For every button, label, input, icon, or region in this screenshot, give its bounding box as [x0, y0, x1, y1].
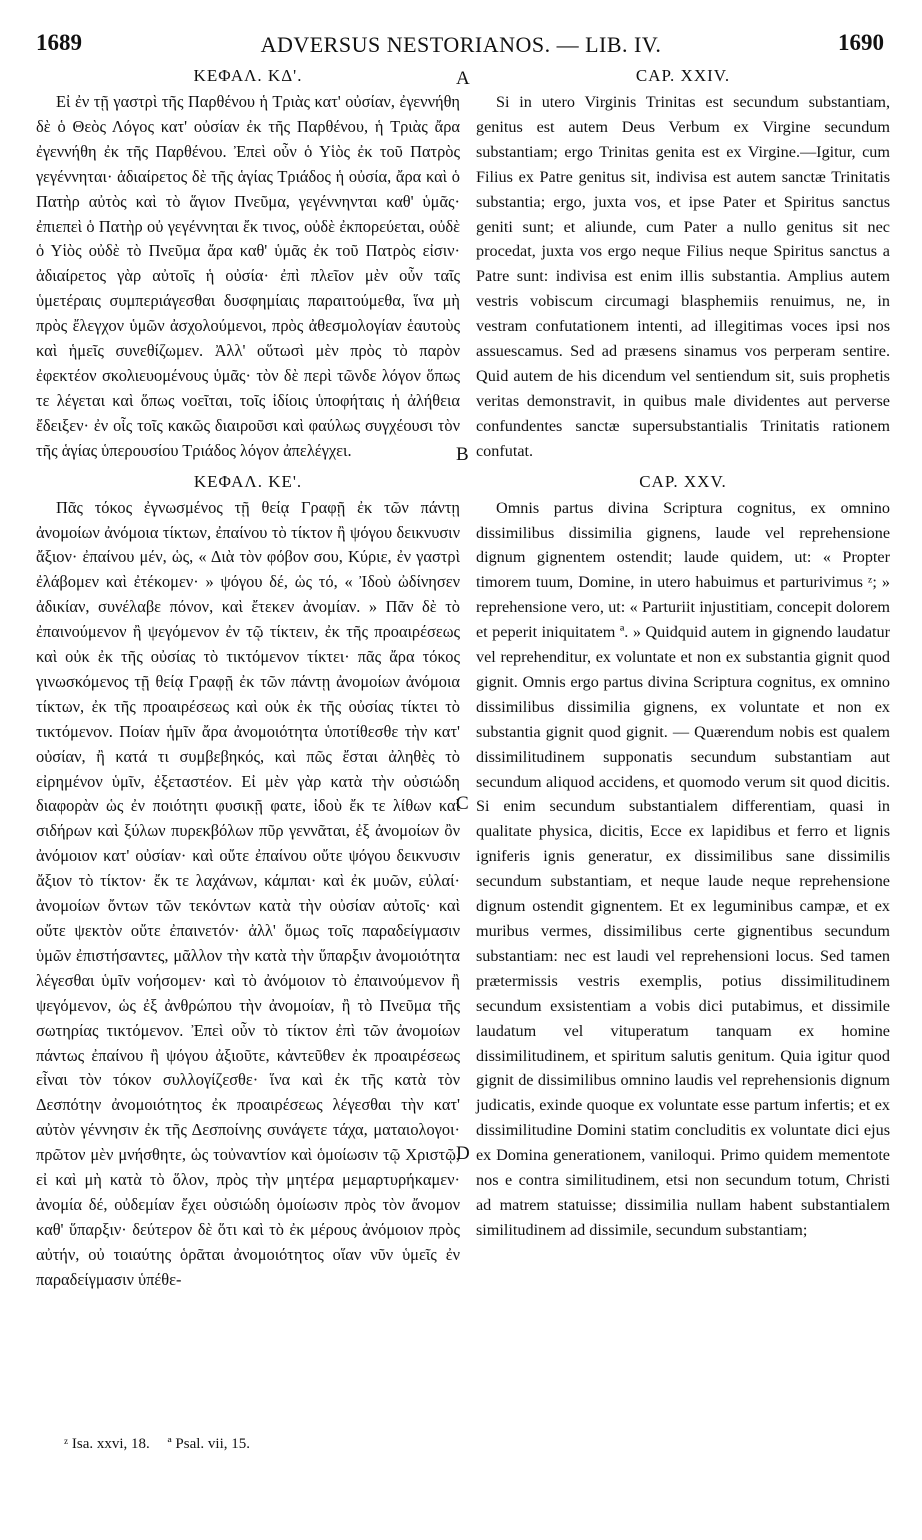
- page-number-left: 1689: [36, 30, 82, 55]
- greek-chapter-24-title: ΚΕΦΑΛ. ΚΔ'.: [193, 66, 303, 85]
- greek-column: [36, 66, 460, 1293]
- margin-mark-b: B: [456, 444, 469, 465]
- running-head: [30, 30, 892, 60]
- greek-chapter-25-title: ΚΕΦΑΛ. ΚΕ'.: [193, 471, 303, 491]
- footnote-a: ª Psal. vii, 15.: [167, 1436, 251, 1452]
- page-number-right: 1690: [838, 30, 884, 55]
- margin-mark-c: C: [456, 793, 469, 814]
- running-title: ADVERSUS NESTORIANOS. — LIB. IV.: [260, 32, 662, 57]
- greek-chapter-25-text: Πᾶς τόκος ἐγνωσμένος τῇ θείᾳ Γραφῇ ἐκ τῶν πάντῃ ἀνομοίων ἀνόμοια τίκτων, ἐπαίνου τὸ τίκτον ἢ ψόγου δεικνυσιν ἄξιον· ἐπαίνου μέν, ὡς, « Διὰ τὸν φόβον σου, Κύριε, ἐν γαστρὶ ἐλάβομεν καὶ ἐτέκομεν· » ψόγου δέ, ὡς τό, « Ἰδοὺ ὠδίνησεν ἀδικίαν, συνέλαβε πόνον, καὶ ἔτεκεν ἀνομίαν. » Πᾶν δὲ τὸ ἐπαινούμενον ἢ ψεγόμενον ἐν τῷ τίκτειν, ἐκ τῆς προαιρέσεως καὶ οὐκ ἐκ τῆς οὐσίας τὸ τικτόμενον τίκτει· πᾶς ἄρα τόκος γινωσκόμενος τῇ θείᾳ Γραφῇ ἐκ τῶν πάντῃ ἀνομοίων ἀνόμοια τίκτων, ἐκ τῆς προαιρέσεως καὶ οὐκ ἐκ τῆς οὐσίας τίκτει τὸ τικτόμενον. Ποίαν ἡμῖν ἄρα ἀνομοιότητα ὑποτίθεσθε τὴν κατ' οὐσίαν, ἢ κατά τι συμβεβηκός, καὶ πῶς ἔσται ἀληθὲς τὸ εἰρημένον ὑμῖν, ἐξεταστέον. Εἰ μὲν γὰρ κατὰ τὴν οὐσιώδη διαφορὰν ὡς ἐν ποιότητι φυσικῇ φατε, ἰδοὺ ἔκ τε λίθων καὶ σιδήρων καὶ ξύλων πυρεκβόλων πῦρ γεννᾶται, ἐξ ἀνομοίων ὂν ἀνόμοιον κατ' οὐσίαν· καὶ οὔτε ἐπαίνου οὔτε ψόγου δεικνυσιν ἄξιον τὸ τίκτον· ἔκ τε λαχάνων, κάμπαι· καὶ ἐκ μυῶν, εὐλαί· ἀνομοίων ὄντων τῶν τεκόντων κατὰ τὴν οὐσίαν αὐτοῖς· καὶ οὔτε ψεκτὸν οὔτε ἐπαινετόν· ἀλλ' ὅμως τοῖς παραδείγμασιν ὑμῶν ἐπιστήσαντες, μᾶλλον τὴν κατὰ τὴν ὕπαρξιν ἀνομοιότητα λέγεσθαι ὑμῖν νοήσομεν· καὶ τὸ ἀνόμοιον τὸ ἐπαινούμενον ἢ ψεγόμενον, ὡς ἐξ ἀνθρώπου τὴν ἀνομοίαν, ἢ τὸ Πνεῦμα τῆς σωτηρίας τικτόμενον. Ἐπεὶ οὖν τὸ τίκτον ἐπὶ τῶν ἀνομοίων πάντως ἐπαίνου ἢ ψόγου ἀξιοῦτε, κἀντεῦθεν ἐκ προαιρέσεως εἶναι τὸν τόκον συλλογίζεσθε· ἵνα καὶ ἐκ τῆς κατὰ τὸν Δεσπότην ἀνομοιότητος ἐκ προαιρέσεως λέγεσθαι τὴν κατ' αὐτὸν γέννησιν ἐκ τῆς Δεσποίνης συνάγετε τάχα, ματαιολογοι· πρῶτον μὲν μνήσθητε, ὡς τοὐναντίον καὶ ὁμοίωσιν τῷ Χριστῷ, εἰ καὶ μὴ κατὰ τὸ ὅλον, πρὸς τὴν μητέρα μεμαρτυρήκαμεν· ἀνομία δέ, οὐδεμίαν ἔχει οὐσιώδη ὁμοίωσιν πρὸς τὸν ἄνομον καθ' ὕπαρξιν· δεύτερον δὲ ὅτι καὶ τὸ ἐκ μέρους ἀνόμοιον πρὸς αὐτήν, οὐ τοιαύτης ὁρᾶται ἀνομοιότητος οἵαν νῦν ὑμεῖς ἐν παραδείγμασιν ὑπέθε-: [36, 497, 460, 1289]
- margin-mark-d: D: [456, 1143, 470, 1164]
- latin-chapter-25-title: CAP. XXV.: [639, 471, 727, 491]
- latin-chapter-24-text: Si in utero Virginis Trinitas est secundum substantiam, genitus est autem Deus Verbum ex Virgine secundum substantiam; ergo Trinitas genita est ex Virgine.—Igitur, cum Filius ex Patre genitus sit, indivisa est autem sanctæ Trinitatis substantia; ergo, juxta vos, et ipse Pater et Spiritus sanctus geniti sunt; et aliunde, cum Pater a nullo genitus sit nec procedat, juxta vos ergo neque Filius neque Spiritus sanctus a Patre sunt: indivisa est enim illis substantia. Amplius autem vestris vobiscum circumagi blasphemiis renuimus, ne, in vestram confutationem intenti, ad illegitimas voces ipsi nos assuescamus. Sed ad præsens sinamus vos perperam sentire. Quid autem de his dicendum vel sentiendum sit, suis prophetis veritas demonstravit, in quibus male dividentes aut perverse confundentes sanctæ supersubstantialis Trinitatis rationem confutat.: [476, 93, 890, 460]
- latin-chapter-25-text: Omnis partus divina Scriptura cognitus, ex omnino dissimilibus dissimilia gignens, laude vel reprehensione dignum gignentem ostendit; laude quidem, ut: « Propter timorem tuum, Domine, in utero habuimus et parturivimus ᶻ; » reprehensione vero, ut: « Parturiit injustitiam, concepit dolorem et peperit iniquitatem ª. » Quidquid autem in gignendo laudatur vel reprehenditur, ex voluntate et non ex substantia gignit quod gignit. Omnis ergo partus divina Scriptura cognitus, ex omnino dissimilibus dissimilia gignens, ex voluntate et non ex substantia gignit quod gignit. — Quærendum nobis est qualem dissimilitudinem supponatis secundum substantiam aut secundum aliquod accidens, et quomodo verum sit quod dicitis. Si enim secundum substantialem differentiam, quasi in qualitate physica, dicitis, Ecce ex lapidibus et ferro et lignis igniferis ignis generatur, ex dissimilibus sane dissimilis secundum substantiam, et neque laude neque reprehensione dignum ostendit gignentem. Et ex leguminibus campæ, et ex muribus vermes, dissimilibus certe gignentibus secundum substantiam: nec est laudi vel reprehensioni locus. Sed tamen prætermissis vestris exemplis, potius dissimilitudinem secundum exsistentiam a vobis dici putabimus, et dissimile laudatum vel vituperatum tanquam ex homine dissimilitudinem, et spiritum salutis genitum. Quia igitur quod gignit de dissimilibus omnino laudis vel reprehensionis dignum judicatis, exinde quoque ex voluntate esse partum infertis; et ex dissimilitudine Domini statim concluditis ex voluntate dici ejus ex Domina generationem, vaniloqui. Primo quidem mementote nos e contra similitudinem, etsi non secundum totum, Christi ad matrem statuisse; dissimilia nullam habent substantialem similitudinem ad dissimile, secundum substantiam;: [476, 498, 890, 1239]
- latin-chapter-24-title: CAP. XXIV.: [635, 66, 731, 85]
- footnotes: [64, 1436, 264, 1453]
- footnote-z: ᶻ Isa. xxvi, 18.: [64, 1436, 150, 1452]
- latin-column: [476, 66, 890, 1243]
- margin-mark-a: A: [456, 68, 470, 89]
- greek-chapter-24-text: Εἰ ἐν τῇ γαστρὶ τῆς Παρθένου ἡ Τριὰς κατ' οὐσίαν, ἐγεννήθη δὲ ὁ Θεὸς Λόγος κατ' οὐσίαν ἐκ τῆς Παρθένου, ἡ Τριὰς ἄρα ἐγεννήθη ἐκ τῆς Παρθένου. Ἐπεὶ οὖν ὁ Υἱὸς ἐκ τοῦ Πατρὸς γεγέννηται· ἀδιαίρετος δὲ τῆς ἁγίας Τριάδος ἡ οὐσία, ἄρα καὶ ὁ Πατὴρ αὐτὸς καὶ τὸ ἅγιον Πνεῦμα, γεγέννηνται καθ' ὑμᾶς· ἐπιεπεὶ ὁ Πατὴρ οὐ γεγέννηται ἔκ τινος, οὐδὲ ἐκπορεύεται, οὐδὲ ὁ Υἱὸς οὐδὲ τὸ Πνεῦμα ἄρα καθ' ὑμᾶς ἐκ τοῦ Πατρὸς εἰσιν· ἀδιαίρετος γὰρ αὐτοῖς ἡ οὐσία· ἐπὶ πλεῖον μὲν οὖν ταῖς ὑμετέραις συμπεριάγεσθαι δυσφημίαις παραιτούμεθα, ἵνα μὴ πρὸς ἔλεγχον ὑμῶν ἀσχολούμενοι, πρὸς ἀθεσμολογίαν ἑαυτοὺς καὶ ἡμεῖς συνεθίζωμεν. Ἀλλ' οὕτωσὶ μὲν πρὸς τὸ παρὸν ἐφεκτέον σκολιευομένους ὑμᾶς· τὸν δὲ περὶ τῶνδε λόγον ὅπως τε λέγεται καὶ ὅπως νοεῖται, τοῖς ἰδίοις ὑποφήταις ἡ ἀλήθεια ἔδειξεν· ἐν οἷς τοῖς κακῶς διαιροῦσι καὶ φαύλως συγχέουσι τὸν τῆς ἁγίας ὑπερουσίου Τριάδος λόγον ἀπελέγχει.: [36, 92, 460, 460]
